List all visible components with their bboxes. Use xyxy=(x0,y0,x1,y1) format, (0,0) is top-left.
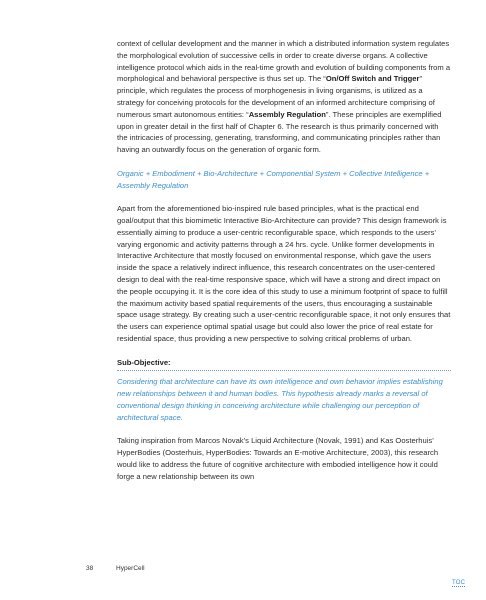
dotted-divider xyxy=(117,370,451,371)
paragraph-2: Apart from the aforementioned bio-inspired rule based principles, what is the practical end goal/output that this biomimetic Interactive Bio-Architecture can provide? This design framework is essentially aiming to produce a user-centric reconfigurable space, which responds to the users’ varying ergonomic and activity patterns through a 24 hrs. cycle. Unlike former developments in Interactive Architecture that mostly focused on environmental response, which gave the users inside the space a relatively indirect influence, this research concentrates on the user-centered design to deal with the real-time responsive space, which will have a strong and direct impact on the people occupying it. It is the core idea of this study to use a minimum footprint of space to fulfill the maximum activity based spatial requirements of the users, thus encouraging a sustainable space usage strategy. By creating such a user-centric reconfigurable space, it not only ensures that the users can experience optimal spatial usage but could also lower the price of real estate for residential space, thus providing a new perspective to solving critical problems of urban. xyxy=(117,204,451,343)
assembly-regulation-term: Assembly Regulation xyxy=(248,109,326,119)
paragraph-1-text-a: context of cellular development and the manner in which a distributed information system regulates the morphological evolution of successive cells in order to create diverse organs. A collective intelligence protocol which aids in the real-time growth and evolution of building components from a morphological and behavioral perspective is thus set up. The “ xyxy=(117,39,451,84)
paragraph-1-text-c: ”. These principles are exemplified upon in greater detail in the first half of Chapter 6. The research is thus primarily concerned with the intricacies of processing, generating, transforming, and communicating principles rather than having an outwardly focus on the generation of organic form. xyxy=(117,109,442,155)
page-number: 38 xyxy=(86,565,94,572)
keywords-line: Organic + Embodiment + Bio-Architecture + Componential System + Collective Intelligence + Assembly Regulation xyxy=(117,168,430,190)
paragraph-3: Taking inspiration from Marcos Novak’s Liquid Architecture (Novak, 1991) and Kas Oosterhuis’ HyperBodies (Oosterhuis, HyperBodies: Towards an E-motive Architecture, 2003), this research would like to address the future of cognitive architecture with embodied intelligence how it could forge a new relationship between its own xyxy=(117,436,439,481)
page-footer xyxy=(86,565,145,572)
sub-objective-quote: Considering that architecture can have its own intelligence and own behavior implies establishing new relationships between it and human bodies. This hypothesis already marks a reversal of conventional design thinking in conceiving architecture while challenging our perception of architectural space. xyxy=(117,377,443,422)
sub-objective-heading: Sub-Objective: xyxy=(117,357,171,367)
toc-link[interactable]: TOC xyxy=(452,580,466,586)
paragraph-1-text-b: ” principle, which regulates the process of morphogenesis in living organisms, is utilized as a strategy for conceiving protocols for the development of an informed architecture comprising of numerous smart autonomous entities: “ xyxy=(117,74,435,119)
paragraph-1 xyxy=(117,38,451,156)
page-body xyxy=(117,38,451,494)
on-off-switch-term: On/Off Switch and Trigger xyxy=(325,74,420,84)
book-title: HyperCell xyxy=(116,565,145,572)
